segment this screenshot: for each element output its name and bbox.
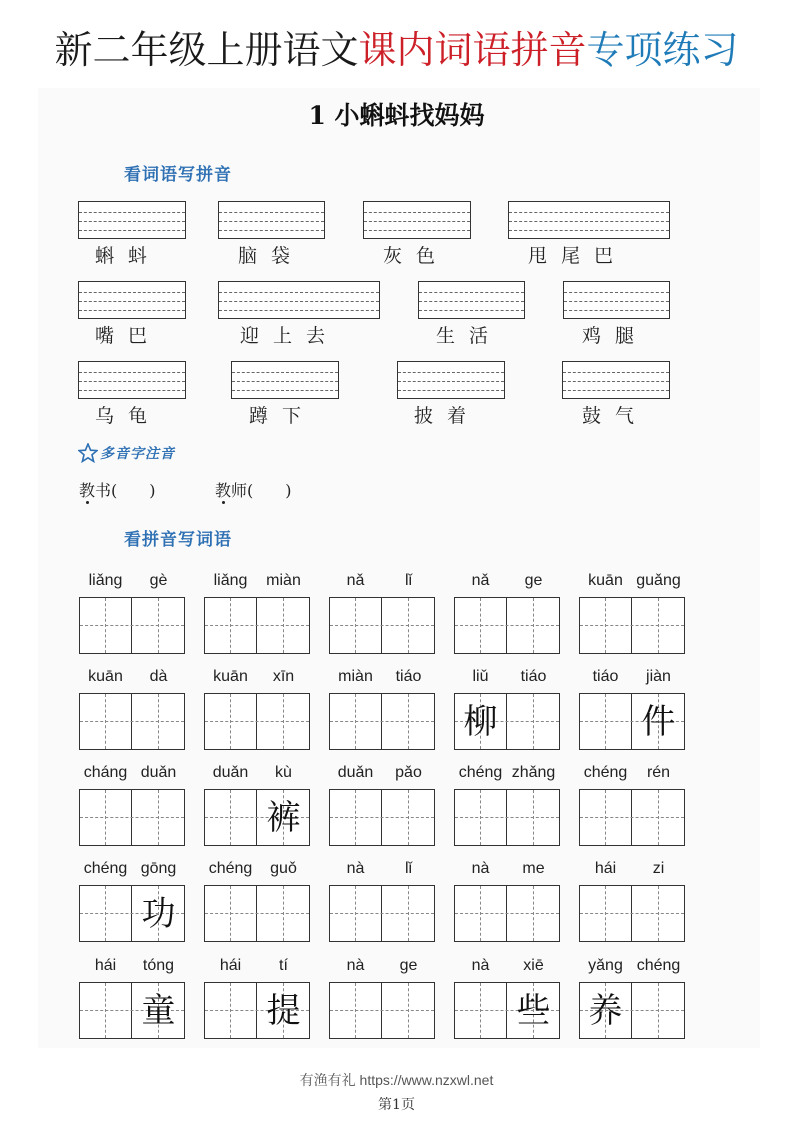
pinyin-label: chéng	[583, 764, 628, 781]
pinyin-label: miàn	[266, 572, 301, 589]
emphasis-dot	[222, 501, 225, 504]
section-title-write-words: 看拼音写词语	[124, 530, 232, 550]
pinyin-label: xiē	[523, 957, 544, 974]
character-writing-grid[interactable]	[579, 597, 685, 654]
character-writing-grid[interactable]	[579, 982, 685, 1039]
pinyin-label: nà	[346, 860, 365, 877]
pinyin-label: liǎng	[213, 572, 248, 589]
pinyin-label: ge	[399, 957, 418, 974]
given-character: 养	[588, 991, 623, 1031]
word-text: 披着	[414, 405, 481, 427]
pinyin-label: xīn	[272, 668, 295, 685]
pinyin-label: nà	[346, 957, 365, 974]
pinyin-label: tiáo	[592, 668, 619, 685]
pinyin-label: pǎo	[395, 764, 422, 781]
character-writing-grid[interactable]	[79, 597, 185, 654]
header-text-red: 课内词语拼音	[358, 28, 587, 72]
pinyin-label: hái	[594, 860, 617, 877]
page-header	[0, 22, 793, 78]
character-writing-grid[interactable]	[329, 597, 435, 654]
word-text: 嘴巴	[95, 325, 162, 347]
given-character: 柳	[463, 702, 498, 742]
character-writing-grid[interactable]	[329, 982, 435, 1039]
given-character: 童	[141, 991, 176, 1031]
pinyin-label: kù	[275, 764, 292, 781]
pinyin-label: hái	[219, 957, 242, 974]
pinyin-label: dà	[149, 668, 168, 685]
pinyin-label: chéng	[458, 764, 503, 781]
pinyin-label: kuān	[88, 668, 123, 685]
given-character: 功	[141, 894, 176, 934]
character-writing-grid[interactable]	[329, 693, 435, 750]
character-writing-grid[interactable]	[329, 885, 435, 942]
pinyin-writing-box[interactable]	[563, 281, 670, 319]
pinyin-writing-box[interactable]	[508, 201, 670, 239]
pinyin-label: duǎn	[212, 764, 249, 781]
word-text: 鸡腿	[582, 325, 649, 347]
character-writing-grid[interactable]	[204, 982, 310, 1039]
character-writing-grid[interactable]	[454, 789, 560, 846]
word-text: 蝌蚪	[95, 245, 162, 267]
pinyin-writing-box[interactable]	[78, 281, 186, 319]
pinyin-label: nà	[471, 957, 490, 974]
pinyin-label: kuān	[588, 572, 623, 589]
pinyin-label: zhǎng	[511, 764, 556, 781]
character-writing-grid[interactable]	[454, 693, 560, 750]
pinyin-writing-box[interactable]	[418, 281, 525, 319]
given-character: 提	[266, 991, 301, 1031]
pinyin-label: miàn	[338, 668, 373, 685]
character-writing-grid[interactable]	[204, 789, 310, 846]
character-writing-grid[interactable]	[204, 693, 310, 750]
pinyin-label: lǐ	[404, 572, 413, 589]
lesson-title: 1 小蝌蚪找妈妈	[308, 101, 485, 130]
polyphone-item-1: 教书( )	[79, 481, 156, 500]
pinyin-label: nǎ	[346, 572, 365, 589]
pinyin-label: hái	[94, 957, 117, 974]
pinyin-label: yǎng	[588, 957, 623, 974]
pinyin-writing-box[interactable]	[397, 361, 505, 399]
character-writing-grid[interactable]	[579, 885, 685, 942]
pinyin-label: ge	[524, 572, 543, 589]
header-text-blue: 专项练习	[586, 28, 739, 72]
pinyin-writing-box[interactable]	[562, 361, 670, 399]
word-text: 生活	[436, 325, 503, 347]
pinyin-writing-box[interactable]	[231, 361, 339, 399]
pinyin-label: nà	[471, 860, 490, 877]
pinyin-label: zi	[652, 860, 665, 877]
given-character: 些	[516, 991, 551, 1031]
footer-website: 有渔有礼 https://www.nzxwl.net	[299, 1072, 494, 1088]
emphasis-dot	[86, 501, 89, 504]
character-writing-grid[interactable]	[204, 885, 310, 942]
pinyin-label: chéng	[83, 860, 128, 877]
pinyin-label: liǎng	[88, 572, 123, 589]
word-text: 迎上去	[240, 325, 340, 347]
header-text-main: 新二年级上册语文	[54, 28, 359, 72]
section-title-polyphone: 多音字注音	[100, 446, 175, 462]
section-title-write-pinyin: 看词语写拼音	[124, 165, 232, 185]
pinyin-label: tiáo	[395, 668, 422, 685]
word-text: 灰色	[383, 245, 450, 267]
pinyin-label: rén	[646, 764, 671, 781]
word-text: 蹲下	[249, 405, 316, 427]
pinyin-label: lǐ	[404, 860, 413, 877]
character-writing-grid[interactable]	[454, 597, 560, 654]
character-writing-grid[interactable]	[79, 885, 185, 942]
pinyin-label: chéng	[208, 860, 253, 877]
character-writing-grid[interactable]	[79, 693, 185, 750]
word-text: 甩尾巴	[528, 245, 628, 267]
pinyin-label: gōng	[140, 860, 177, 877]
pinyin-writing-box[interactable]	[363, 201, 471, 239]
pinyin-label: chéng	[636, 957, 681, 974]
polyphone-item-2: 教师( )	[215, 481, 292, 500]
word-text: 鼓气	[582, 405, 649, 427]
pinyin-label: duǎn	[140, 764, 177, 781]
character-writing-grid[interactable]	[454, 885, 560, 942]
pinyin-label: nǎ	[471, 572, 490, 589]
word-text: 脑袋	[238, 245, 305, 267]
character-writing-grid[interactable]	[329, 789, 435, 846]
pinyin-writing-box[interactable]	[78, 361, 186, 399]
pinyin-writing-box[interactable]	[218, 281, 380, 319]
pinyin-label: tóng	[142, 957, 175, 974]
footer-page-number: 第1页	[378, 1097, 415, 1113]
pinyin-label: tiáo	[520, 668, 547, 685]
pinyin-label: cháng	[83, 764, 128, 781]
character-writing-grid[interactable]	[579, 693, 685, 750]
pinyin-label: me	[522, 860, 545, 877]
pinyin-label: duǎn	[337, 764, 374, 781]
character-writing-grid[interactable]	[454, 982, 560, 1039]
word-text: 乌龟	[95, 405, 162, 427]
character-writing-grid[interactable]	[79, 982, 185, 1039]
pinyin-writing-box[interactable]	[78, 201, 186, 239]
given-character: 件	[641, 702, 676, 742]
pinyin-label: liǔ	[472, 668, 489, 685]
pinyin-writing-box[interactable]	[218, 201, 325, 239]
pinyin-label: kuān	[213, 668, 248, 685]
pinyin-label: guǎng	[636, 572, 681, 589]
pinyin-label: guǒ	[270, 860, 297, 877]
pinyin-label: gè	[149, 572, 168, 589]
character-writing-grid[interactable]	[204, 597, 310, 654]
star-icon	[78, 443, 98, 463]
pinyin-label: jiàn	[646, 668, 671, 685]
character-writing-grid[interactable]	[79, 789, 185, 846]
given-character: 裤	[266, 798, 301, 838]
pinyin-label: tí	[279, 957, 288, 974]
character-writing-grid[interactable]	[579, 789, 685, 846]
